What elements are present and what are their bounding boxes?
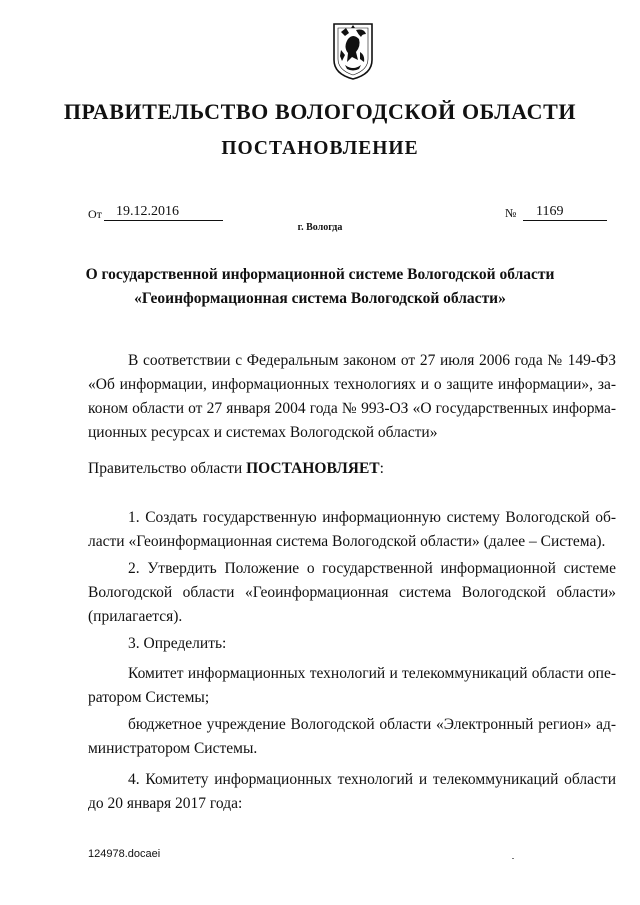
text-line: бюджетное учреждение Вологодской области «Электронный регион» ад- bbox=[128, 716, 616, 733]
text-line: до 20 января 2017 года: bbox=[88, 795, 243, 812]
heading-line: О государственной информационной системе Вологодской области bbox=[85, 266, 555, 283]
file-code: 124978.docaei bbox=[88, 848, 161, 860]
text-line: «Об информации, информационных технологиях и о защите информации», за- bbox=[88, 376, 616, 393]
number-underline bbox=[523, 220, 607, 221]
text-line: 2. Утвердить Положение о государственной информационной системе bbox=[128, 560, 616, 577]
document-number: 1169 bbox=[536, 204, 564, 219]
paragraph-1 bbox=[88, 506, 616, 554]
text-line: Комитет информационных технологий и телекоммуникаций области опе- bbox=[128, 665, 616, 682]
heading-line: «Геоинформационная система Вологодской области» bbox=[134, 290, 506, 307]
text-line: министратором Системы. bbox=[88, 740, 258, 757]
date-underline bbox=[104, 220, 223, 221]
text-line: Вологодской области «Геоинформационная система Вологодской области» bbox=[88, 584, 616, 601]
government-title: ПРАВИТЕЛЬСТВО ВОЛОГОДСКОЙ ОБЛАСТИ bbox=[63, 99, 577, 124]
date-prefix: От bbox=[88, 207, 102, 221]
decree-word: ПОСТАНОВЛЯЕТ bbox=[246, 460, 380, 477]
paragraph-4 bbox=[88, 768, 616, 816]
text-line: (прилагается). bbox=[88, 608, 183, 625]
decree-prefix: Правительство области bbox=[88, 460, 247, 477]
document-heading bbox=[80, 263, 560, 311]
paragraph-3b bbox=[88, 713, 616, 761]
document-date: 19.12.2016 bbox=[116, 204, 179, 219]
paragraph-3a bbox=[88, 662, 616, 710]
city: г. Вологда bbox=[297, 222, 343, 233]
text-line: ратором Системы; bbox=[88, 689, 210, 706]
paragraph-2 bbox=[88, 557, 616, 629]
preamble-paragraph bbox=[88, 349, 616, 445]
text-line: 1. Создать государственную информационную систему Вологодской об- bbox=[128, 509, 616, 526]
text-line: В соответствии с Федеральным законом от 27 июля 2006 года № 149-ФЗ bbox=[128, 352, 616, 369]
text-line: 4. Комитету информационных технологий и телекоммуникаций области bbox=[128, 771, 616, 788]
document-type: ПОСТАНОВЛЕНИЕ bbox=[221, 138, 419, 159]
coat-of-arms-icon bbox=[331, 22, 375, 80]
decree-colon: : bbox=[379, 460, 384, 477]
number-prefix: № bbox=[505, 206, 517, 220]
text-line: коном области от 27 января 2004 года № 993-ОЗ «О государственных информа- bbox=[88, 400, 616, 417]
text-line: ционных ресурсах и системах Вологодской области» bbox=[88, 424, 438, 441]
text-line: 3. Определить: bbox=[128, 635, 227, 652]
scan-speck bbox=[512, 858, 514, 859]
paragraph-3 bbox=[88, 632, 616, 656]
text-line: ласти «Геоинформационная система Вологодской области» (далее – Система). bbox=[88, 533, 606, 550]
decree-line bbox=[88, 457, 616, 481]
